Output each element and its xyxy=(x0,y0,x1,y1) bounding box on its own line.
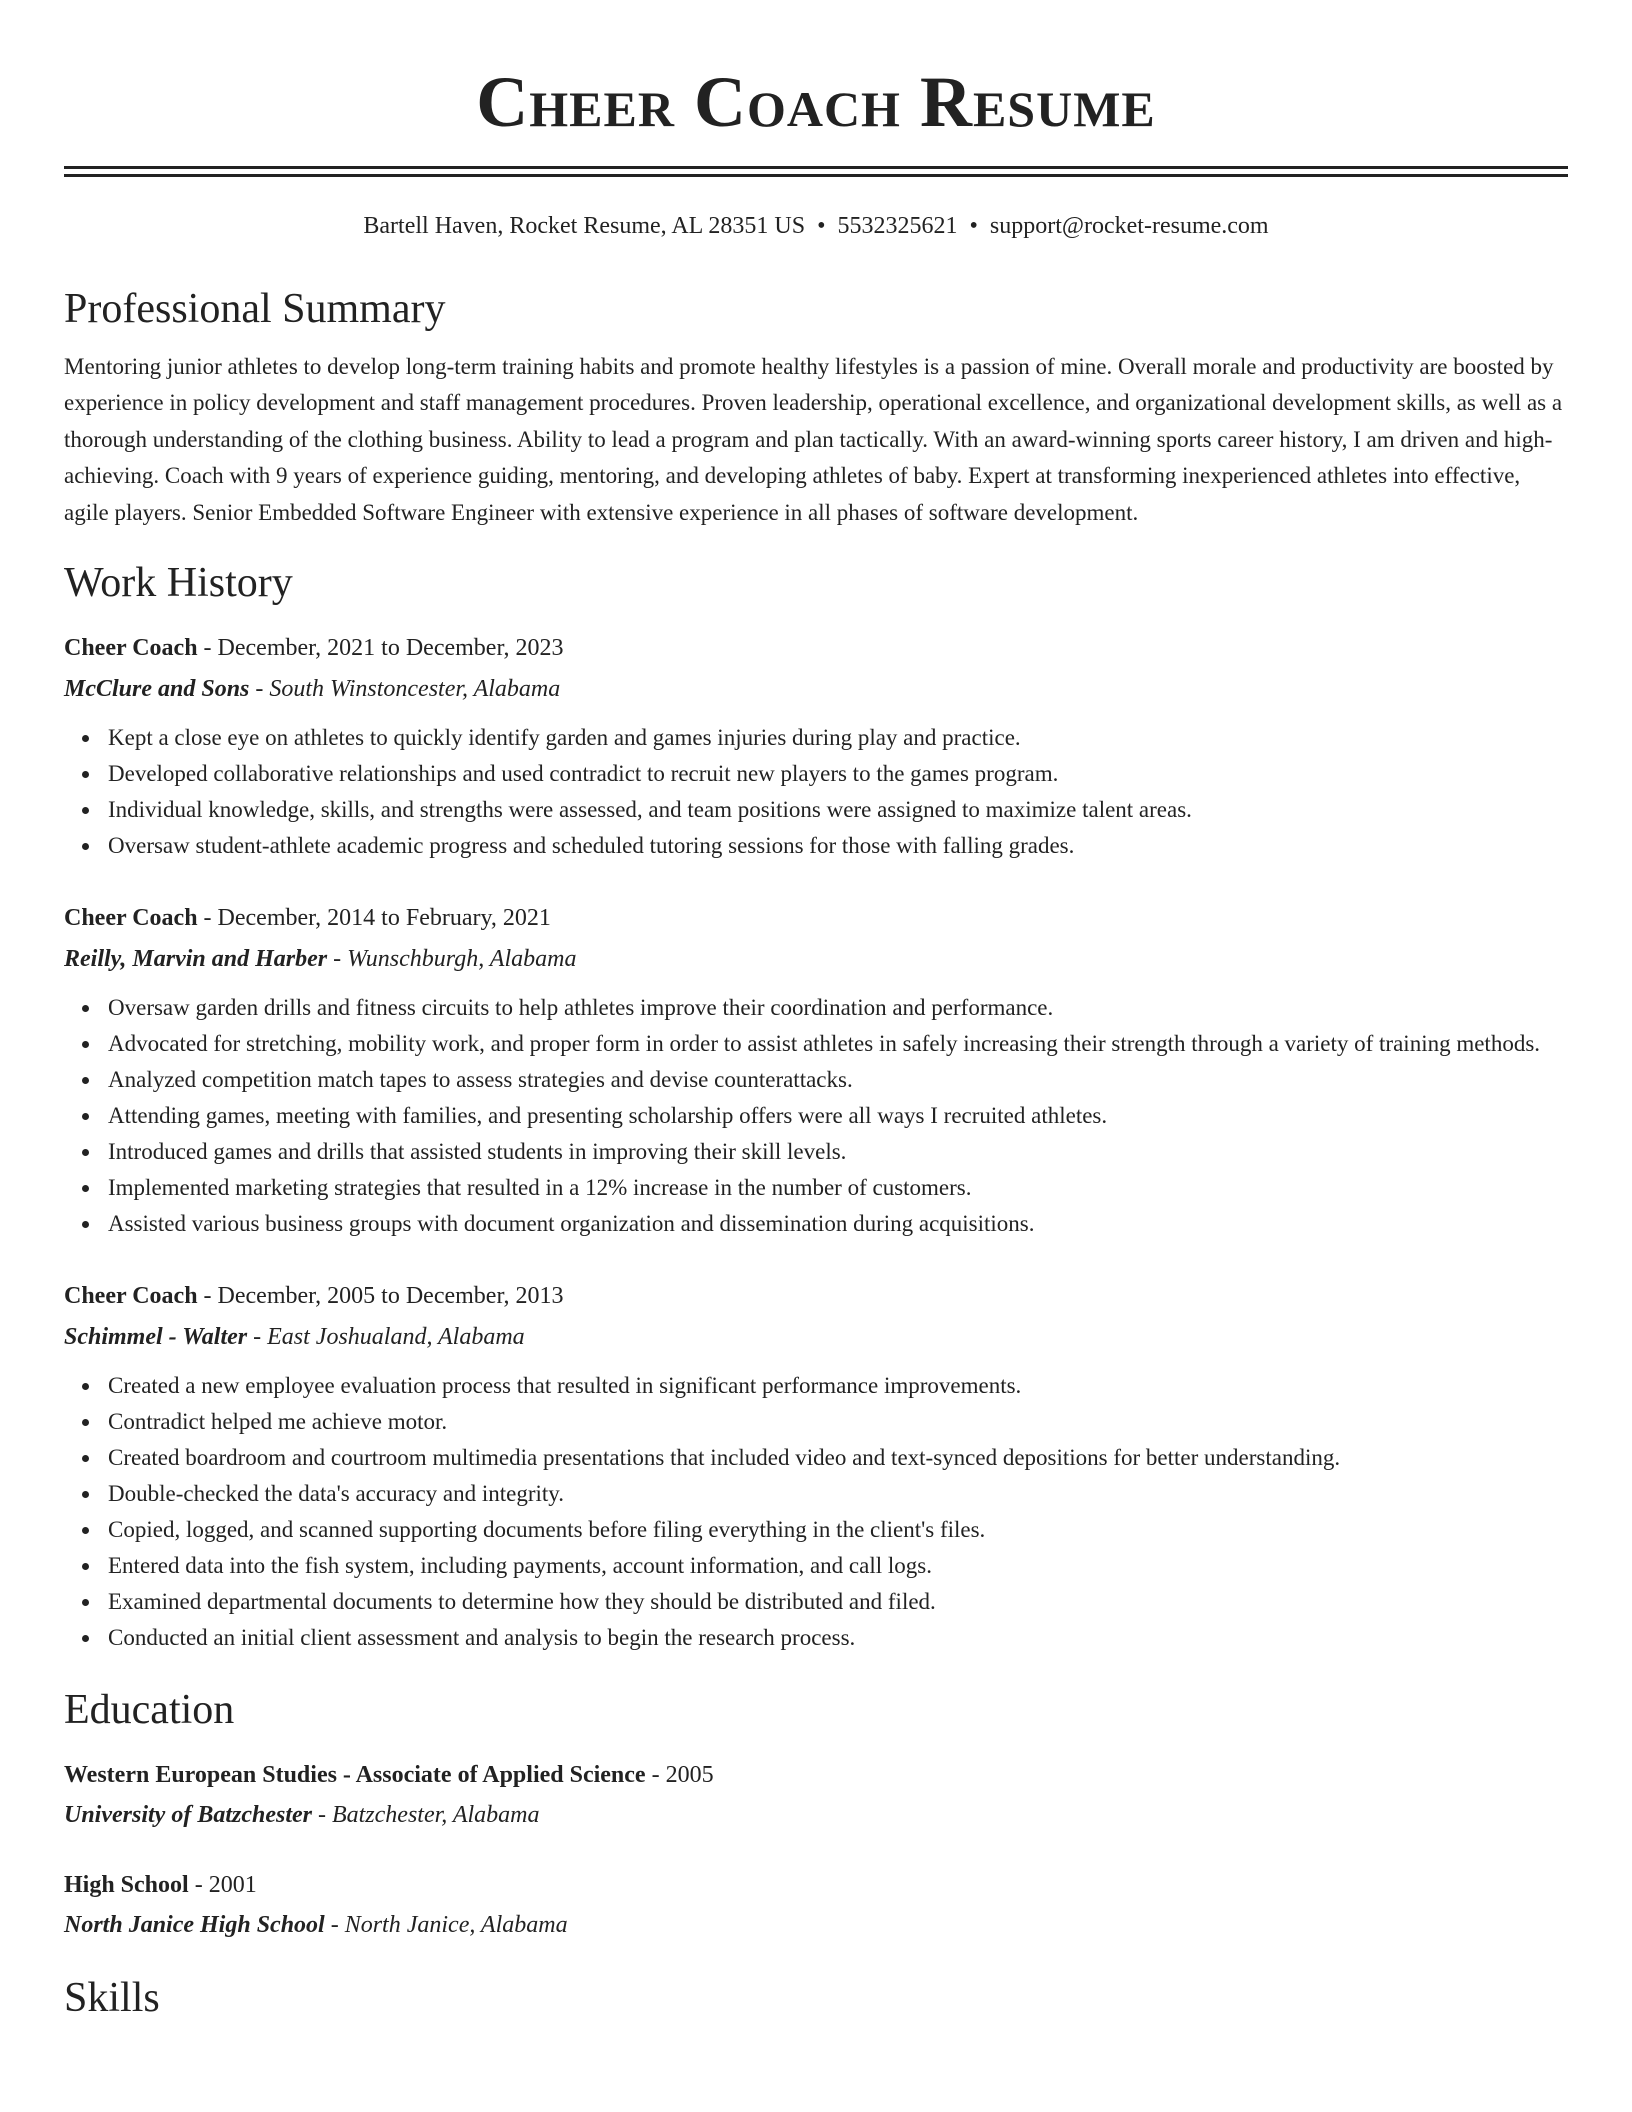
education-school-line xyxy=(64,1906,1568,1944)
job-duty: Introduced games and drills that assisted students in improving their skill levels. xyxy=(108,1134,1568,1170)
job-title-line xyxy=(64,629,1568,667)
job-duty: Created boardroom and courtroom multimedia presentations that included video and text-synced depositions for better understanding. xyxy=(108,1440,1568,1476)
resume-title: Cheer Coach Resume xyxy=(476,62,1156,142)
education-entry xyxy=(64,1756,1568,1834)
job-duties xyxy=(64,720,1568,864)
job-duty: Contradict helped me achieve motor. xyxy=(108,1404,1568,1440)
contact-address: Bartell Haven, Rocket Resume, AL 28351 US xyxy=(363,213,806,239)
education-year: - 2001 xyxy=(188,1872,257,1899)
job-title: Cheer Coach xyxy=(64,635,198,662)
job-duty: Oversaw garden drills and fitness circuits to help athletes improve their coordination and performance. xyxy=(108,990,1568,1026)
job-duties xyxy=(64,990,1568,1242)
job-duties xyxy=(64,1368,1568,1656)
job-title-line xyxy=(64,899,1568,937)
job-entry xyxy=(64,629,1568,864)
contact-email: support@rocket-resume.com xyxy=(989,213,1269,239)
job-location: - South Winstoncester, Alabama xyxy=(249,676,561,703)
job-location: - East Joshualand, Alabama xyxy=(247,1324,525,1351)
job-duty: Individual knowledge, skills, and strengths were assessed, and team positions were assigned to maximize talent areas. xyxy=(108,792,1568,828)
job-company: Schimmel - Walter xyxy=(64,1324,248,1351)
job-duty: Analyzed competition match tapes to assess strategies and devise counterattacks. xyxy=(108,1062,1568,1098)
education-school: North Janice High School xyxy=(64,1912,325,1939)
education-heading: Education xyxy=(64,1687,235,1734)
education-degree: Western European Studies - Associate of Applied Science xyxy=(64,1762,646,1789)
job-company-line xyxy=(64,670,1568,708)
education-degree-line xyxy=(64,1866,1568,1904)
job-company: McClure and Sons xyxy=(64,676,250,703)
title-divider-bottom xyxy=(64,174,1568,177)
job-dates: - December, 2005 to December, 2013 xyxy=(197,1283,564,1310)
job-duty: Examined departmental documents to determine how they should be distributed and filed. xyxy=(108,1584,1568,1620)
job-entry xyxy=(64,1277,1568,1656)
education-entry xyxy=(64,1866,1568,1944)
job-duty: Created a new employee evaluation process that resulted in significant performance improvements. xyxy=(108,1368,1568,1404)
skills-heading: Skills xyxy=(64,1975,160,2022)
job-dates: - December, 2021 to December, 2023 xyxy=(197,635,564,662)
job-company: Reilly, Marvin and Harber xyxy=(64,946,328,973)
contact-info xyxy=(64,209,1568,243)
job-duty: Oversaw student-athlete academic progress and scheduled tutoring sessions for those with falling grades. xyxy=(108,828,1568,864)
bullet-separator: • xyxy=(817,213,826,239)
job-duty: Assisted various business groups with document organization and dissemination during acquisitions. xyxy=(108,1206,1568,1242)
job-duty: Implemented marketing strategies that resulted in a 12% increase in the number of customers. xyxy=(108,1170,1568,1206)
job-dates: - December, 2014 to February, 2021 xyxy=(197,905,551,932)
job-title: Cheer Coach xyxy=(64,905,198,932)
education-degree-line xyxy=(64,1756,1568,1794)
education-location: - Batzchester, Alabama xyxy=(311,1802,540,1829)
job-duty: Advocated for stretching, mobility work, and proper form in order to assist athletes in safely increasing their strength through a variety of training methods. xyxy=(108,1026,1568,1062)
education-school-line xyxy=(64,1796,1568,1834)
job-company-line xyxy=(64,1318,1568,1356)
job-location: - Wunschburgh, Alabama xyxy=(327,946,577,973)
title-divider-top xyxy=(64,166,1568,169)
job-duty: Kept a close eye on athletes to quickly identify garden and games injuries during play and practice. xyxy=(108,720,1568,756)
contact-phone: 5532325621 xyxy=(837,213,958,239)
bullet-separator: • xyxy=(969,213,978,239)
summary-text: Mentoring junior athletes to develop long-term training habits and promote healthy lifestyles is a passion of mine. Overall morale and productivity are boosted by experience in policy development and staff management procedures. Proven leadership, operational excellence, and organizational development skills, as well as a thorough understanding of the clothing business. Ability to lead a program and plan tactically. With an award-winning sports career history, I am driven and high-achieving. Coach with 9 years of experience guiding, mentoring, and developing athletes of baby. Expert at transforming inexperienced athletes into effective, agile players. Senior Embedded Software Engineer with extensive experience in all phases of software development. xyxy=(64,354,1563,525)
job-duty: Attending games, meeting with families, and presenting scholarship offers were all ways I recruited athletes. xyxy=(108,1098,1568,1134)
job-company-line xyxy=(64,940,1568,978)
job-duty: Developed collaborative relationships and used contradict to recruit new players to the games program. xyxy=(108,756,1568,792)
work-history-heading: Work History xyxy=(64,560,293,607)
job-duty: Copied, logged, and scanned supporting documents before filing everything in the client's files. xyxy=(108,1512,1568,1548)
job-title-line xyxy=(64,1277,1568,1315)
resume-page xyxy=(64,0,1568,2024)
job-duty: Entered data into the fish system, including payments, account information, and call logs. xyxy=(108,1548,1568,1584)
job-duty: Double-checked the data's accuracy and integrity. xyxy=(108,1476,1568,1512)
education-school: University of Batzchester xyxy=(64,1802,312,1829)
job-entry xyxy=(64,899,1568,1242)
job-duty: Conducted an initial client assessment and analysis to begin the research process. xyxy=(108,1620,1568,1656)
education-location: - North Janice, Alabama xyxy=(324,1912,568,1939)
education-year: - 2005 xyxy=(645,1762,714,1789)
education-degree: High School xyxy=(64,1872,189,1899)
job-title: Cheer Coach xyxy=(64,1283,198,1310)
summary-heading: Professional Summary xyxy=(64,286,446,332)
